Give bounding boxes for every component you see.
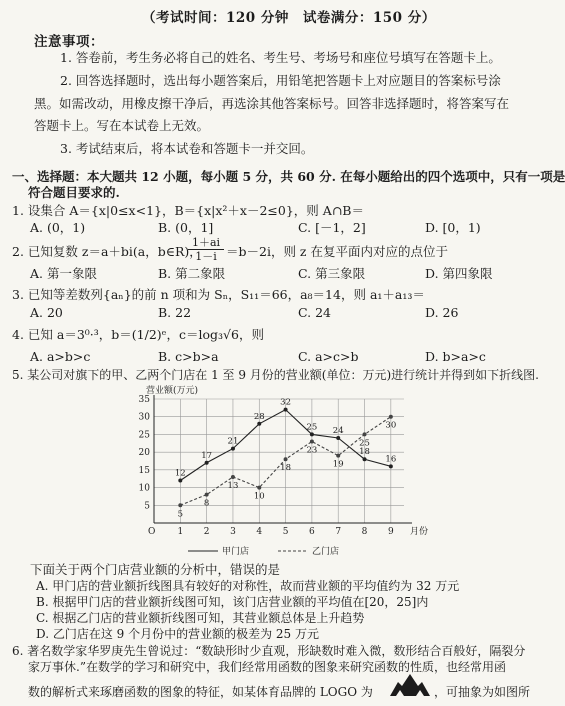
y-tick-label: 20 (138, 448, 150, 459)
q1-option-d: D. [0，1) (425, 220, 481, 235)
q5-after: 下面关于两个门店营业额的分析中，错误的是 (30, 562, 281, 577)
q2-frac-den: 1－i (188, 249, 224, 263)
q2-option-d: D. 第四象限 (425, 266, 493, 281)
data-point (336, 454, 340, 458)
y-axis-label: 营业额(万元) (146, 386, 199, 396)
notice-item-2: 2. 回答选择题时，选出每小题答案后，用铅笔把答题卡上对应题目的答案标号涂 (60, 73, 501, 88)
section-title-cont: 符合题目要求的. (28, 185, 120, 200)
data-label: 25 (306, 422, 318, 433)
data-label: 25 (359, 438, 370, 449)
data-label: 19 (332, 459, 344, 470)
sales-line-chart (118, 383, 429, 561)
exam-info: （考试时间：120 分钟 试卷满分：150 分） (142, 10, 436, 26)
data-point (284, 457, 288, 461)
notice-item-2-cont: 黑。如需改动，用橡皮擦干净后，再选涂其他答案标号。回答非选择题时，将答案写在 (34, 96, 510, 111)
q2-stem-b: ＝b－2i，则 z 在复平面内对应的点位于 (226, 244, 448, 259)
q5-stem: 5. 某公司对旗下的甲、乙两个门店在 1 至 9 月份的营业额(单位：万元)进行统计并得到如下折线图. (12, 368, 539, 382)
data-label: 12 (174, 468, 186, 479)
data-label: 28 (253, 411, 265, 422)
data-label: 13 (227, 480, 239, 491)
data-point (310, 440, 314, 444)
q3-stem: 3. 已知等差数列{aₙ}的前 n 项和为 Sₙ，S₁₁＝66，a₈＝14，则 a₁＋a₁₃＝ (12, 287, 425, 302)
notice-item-2-cont2: 答题卡上。写在本试卷上无效。 (34, 118, 210, 133)
x-tick-label: 3 (230, 527, 236, 537)
data-label: 17 (201, 450, 213, 461)
q3-option-d: D. 26 (425, 305, 459, 320)
data-point (310, 432, 314, 436)
data-point (231, 447, 235, 451)
x-axis-label: 月份 (410, 527, 429, 537)
x-tick-label: 4 (256, 527, 263, 537)
notice-title: 注意事项： (34, 34, 104, 50)
notice-item-1: 1. 答卷前，考生务必将自己的姓名、考生号、考场号和座位号填写在答题卡上。 (60, 50, 501, 65)
data-label: 30 (385, 420, 397, 431)
data-label: 24 (332, 425, 344, 436)
q5-option-d: D. 乙门店在这 9 个月份中的营业额的极差为 25 万元 (36, 627, 319, 641)
data-point (257, 486, 261, 490)
y-tick-label: 5 (144, 501, 150, 512)
data-point (363, 457, 367, 461)
q1-option-a: A. (0，1) (30, 220, 86, 235)
q6-line-3a: 数的解析式来琢磨函数的图象的特征，如某体育品牌的 LOGO 为 (28, 685, 373, 699)
data-point (231, 475, 235, 479)
q4-option-a: A. a>b>c (30, 349, 91, 364)
q4-option-b: B. c>b>a (158, 349, 219, 364)
data-label: 5 (177, 509, 184, 520)
q2-option-a: A. 第一象限 (30, 266, 97, 281)
data-label: 32 (280, 397, 291, 408)
data-point (389, 415, 393, 419)
x-tick-label: 8 (361, 527, 368, 537)
data-label: 16 (385, 454, 397, 465)
data-point (205, 461, 209, 465)
q1-option-b: B. (0，1] (158, 220, 214, 235)
q4-stem: 4. 已知 a＝3⁰·³，b＝(1/2)ᵉ，c＝log₃√6，则 (12, 327, 264, 342)
y-tick-label: 15 (138, 465, 150, 476)
q2-option-c: C. 第三象限 (298, 266, 366, 281)
y-tick-label: 30 (138, 412, 150, 423)
x-tick-label: 5 (282, 527, 289, 537)
data-label: 10 (253, 491, 265, 502)
data-label: 18 (280, 463, 291, 474)
data-point (178, 503, 182, 507)
data-label: 18 (359, 447, 370, 458)
q2-stem-a: 2. 已知复数 z＝a＋bi(a，b∈R)， (12, 244, 202, 259)
q6-line-2: 家万事休.”在数学的学习和研究中，我们经常用函数的图象来研究函数的性质，也经常用函 (28, 660, 506, 674)
data-point (257, 422, 261, 426)
data-point (178, 478, 182, 482)
origin-label: O (148, 527, 156, 537)
data-point (284, 408, 288, 412)
data-label: 23 (306, 445, 318, 456)
q3-option-a: A. 20 (30, 305, 63, 320)
legend-label-2: 乙门店 (312, 547, 340, 557)
y-tick-label: 10 (138, 483, 150, 494)
q1-stem: 1. 设集合 A＝{x|0≤x<1}，B＝{x|x²＋x－2≤0}，则 A∩B＝ (12, 203, 364, 218)
q5-option-b: B. 根据甲门店的营业额折线图可知，该门店营业额的平均值在[20，25]内 (36, 595, 429, 609)
q6-line-3b: ，可抽象为如图所 (434, 685, 531, 699)
data-point (363, 432, 367, 436)
data-point (336, 436, 340, 440)
data-point (389, 464, 393, 468)
q5-option-a: A. 甲门店的营业额折线图具有较好的对称性，故而营业额的平均值约为 32 万元 (36, 579, 460, 593)
brand-logo-icon (388, 672, 432, 698)
y-tick-label: 25 (138, 430, 150, 441)
x-tick-label: 6 (309, 527, 315, 537)
q2-frac-num: 1＋ai (191, 236, 221, 249)
q4-option-c: C. a>c>b (298, 349, 359, 364)
x-tick-label: 9 (387, 527, 394, 537)
q5-option-c: C. 根据乙门店的营业额折线图可知，其营业额总体是上升趋势 (36, 611, 365, 625)
q3-option-b: B. 22 (158, 305, 192, 320)
notice-item-3: 3. 考试结束后，将本试卷和答题卡一并交回。 (60, 141, 314, 156)
data-point (205, 493, 209, 497)
section-title: 一、选择题：本大题共 12 小题，每小题 5 分，共 60 分. 在每小题给出的四个选项中，只有一项是 (12, 169, 565, 184)
x-tick-label: 1 (177, 527, 184, 537)
legend-label-1: 甲门店 (222, 547, 250, 557)
y-tick-label: 35 (138, 395, 150, 405)
data-label: 21 (227, 436, 239, 447)
q1-option-c: C. [－1，2] (298, 220, 366, 235)
q3-option-c: C. 24 (298, 305, 331, 320)
q2-option-b: B. 第二象限 (158, 266, 226, 281)
q6-line-1: 6. 著名数学家华罗庚先生曾说过：“数缺形时少直观，形缺数时难入微，数形结合百般好，隔裂分 (12, 644, 526, 658)
x-tick-label: 7 (335, 527, 342, 537)
data-label: 8 (203, 498, 210, 509)
q4-option-d: D. b>a>c (425, 349, 486, 364)
x-tick-label: 2 (203, 527, 210, 537)
q2-fraction (188, 236, 224, 263)
